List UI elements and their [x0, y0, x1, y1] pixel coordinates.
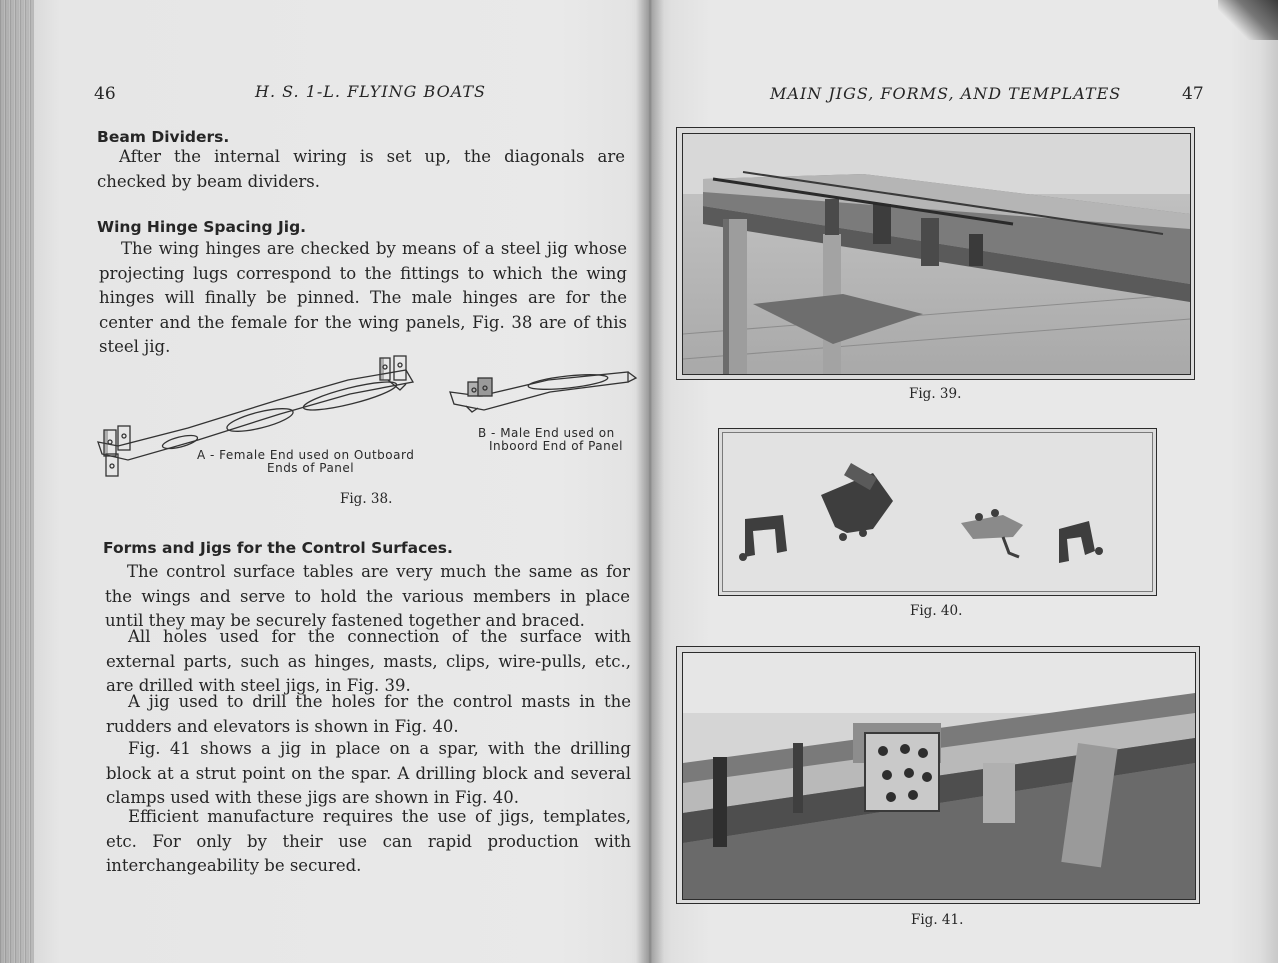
figure-41-photo [682, 652, 1196, 900]
paragraph: A jig used to drill the holes for the control masts in the rudders and elevators is shown in Fig. 40. [106, 692, 631, 736]
figure-38-label-a-line2: Ends of Panel [267, 461, 355, 475]
page-edge-stack [0, 0, 34, 963]
left-page-number: 46 [94, 84, 116, 104]
book-gutter-shadow [636, 0, 664, 963]
figure-39-caption: Fig. 39. [909, 386, 962, 402]
clamps-and-drilling-block-photo [723, 433, 1152, 591]
paragraph: All holes used for the connection of the surface with external parts, such as hinges, masts, clips, wire-pulls, etc., are drilled with steel jigs, in Fig. 39. [106, 627, 631, 696]
figure-40-caption: Fig. 40. [910, 603, 963, 619]
paragraph: The control surface tables are very much the same as for the wings and serve to hold the various members in place until they may be securely fastened together and braced. [105, 562, 630, 631]
right-running-head: MAIN JIGS, FORMS, AND TEMPLATES [770, 84, 1122, 103]
paragraph: The wing hinges are checked by means of a steel jig whose projecting lugs correspond to the fittings to which the wing hinges will finally be pinned. The male hinges are for the center and the female for the wing panels, Fig. 38 are of this steel jig. [99, 239, 627, 357]
figure-38-label-a-line1: A - Female End used on Outboard [197, 448, 415, 462]
section-heading-beam-dividers: Beam Dividers. [97, 128, 230, 146]
paragraph: After the internal wiring is set up, the diagonals are checked by beam dividers. [97, 147, 625, 191]
paragraph: Efficient manufacture requires the use of jigs, templates, etc. For only by their use can rapid production with interchangeability be secured. [106, 807, 631, 876]
wing-hinge-jig-sketch [88, 350, 638, 490]
section-heading-wing-hinge: Wing Hinge Spacing Jig. [97, 218, 307, 236]
figure-38-caption: Fig. 38. [340, 491, 393, 507]
figure-38-drawing [88, 350, 638, 490]
figure-41-caption: Fig. 41. [911, 912, 964, 928]
right-page [650, 0, 1278, 963]
page-corner-curl [1218, 0, 1278, 40]
left-running-head: H. S. 1-L. FLYING BOATS [255, 82, 487, 101]
paragraph: Fig. 41 shows a jig in place on a spar, with the drilling block at a strut point on the spar. A drilling block and several clamps used with these jigs are shown in Fig. 40. [106, 739, 631, 808]
right-page-number: 47 [1182, 84, 1204, 104]
spar-drilling-jig-photo [683, 653, 1195, 899]
figure-39-photo [682, 133, 1191, 375]
section-heading-control-surfaces: Forms and Jigs for the Control Surfaces. [103, 539, 453, 557]
figure-38-label-b-line2: Inboord End of Panel [489, 439, 623, 453]
figure-40-photo [722, 432, 1153, 592]
figure-38-label-b-line1: B - Male End used on [478, 426, 615, 440]
jig-table-photo [683, 134, 1190, 374]
